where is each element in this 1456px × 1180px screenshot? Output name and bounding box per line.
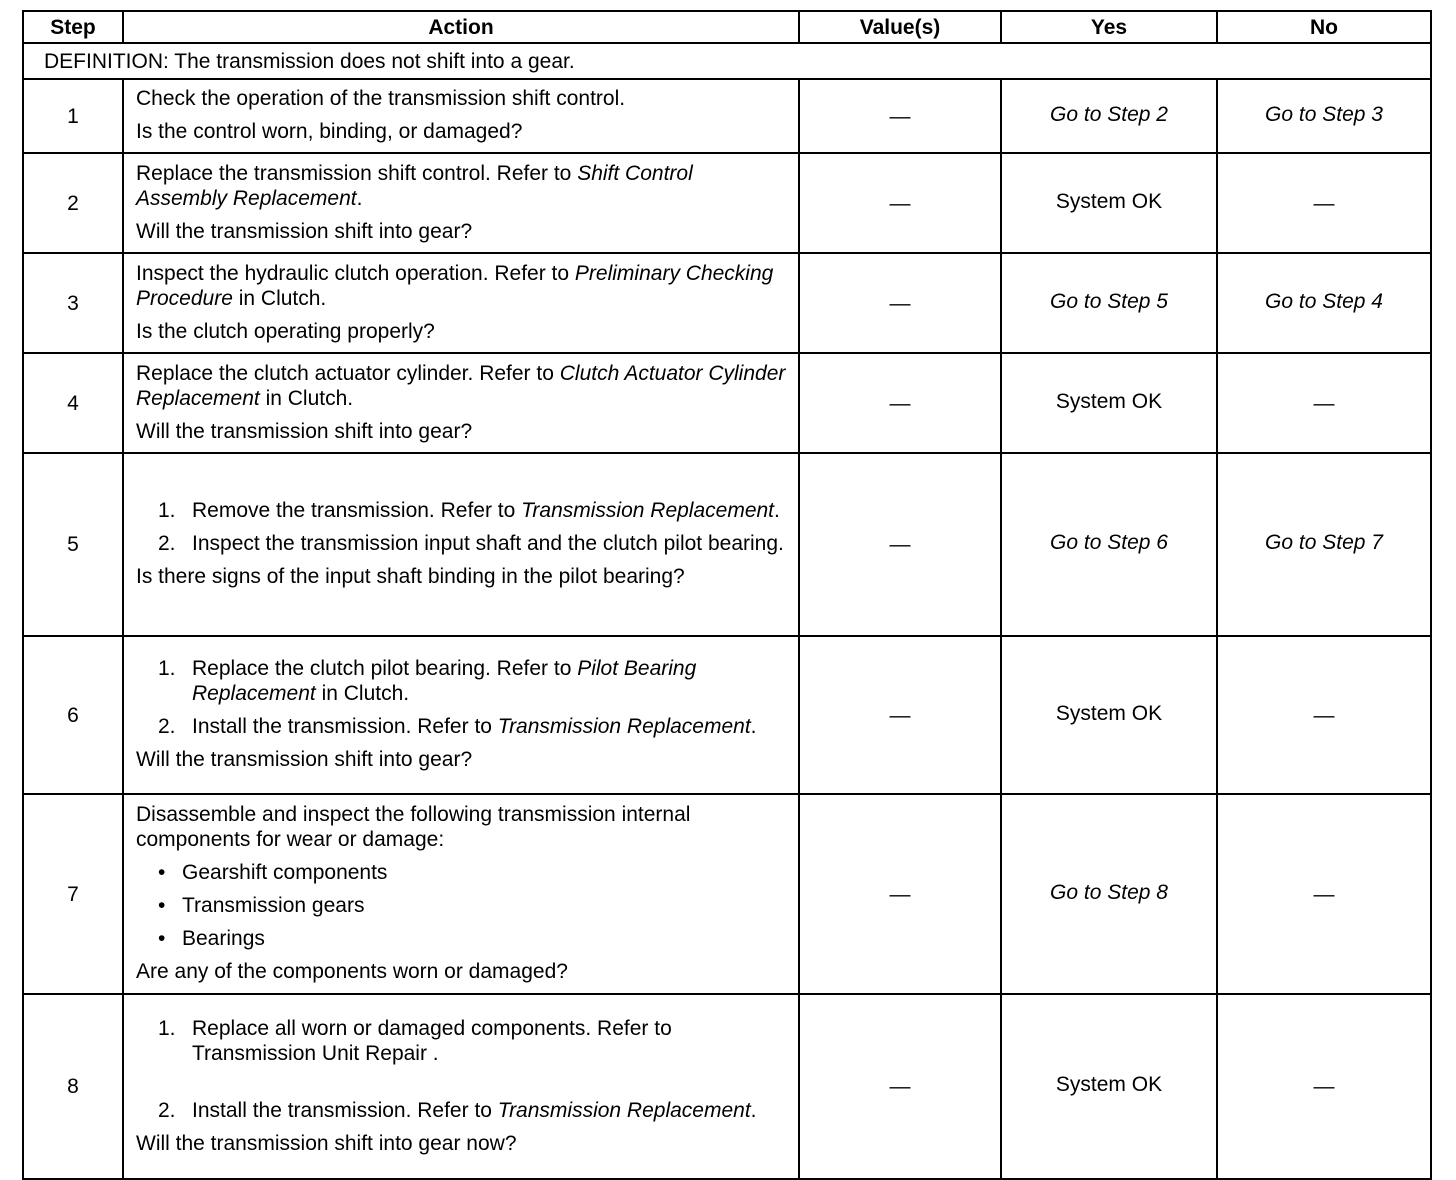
list-item: 1. Remove the transmission. Refer to Transmission Replacement. <box>158 499 780 522</box>
no-link[interactable]: Go to Step 3 <box>1265 102 1383 126</box>
step-yes <box>1001 253 1217 353</box>
numbered-list <box>136 656 786 739</box>
table-row <box>23 794 1431 994</box>
list-item: • Bearings <box>158 927 265 950</box>
procedure-link[interactable]: Preliminary Checking Procedure <box>136 261 774 310</box>
step-no <box>1217 79 1431 153</box>
action-question: Is there signs of the input shaft binding in the pilot bearing? <box>136 565 685 588</box>
step-no: — <box>1217 994 1431 1179</box>
header-values: Value(s) <box>799 11 1001 43</box>
diagnostic-table <box>22 10 1432 1180</box>
step-yes: System OK <box>1001 353 1217 453</box>
step-yes: System OK <box>1001 994 1217 1179</box>
step-number: 6 <box>23 636 123 794</box>
step-action <box>123 636 799 794</box>
step-number: 2 <box>23 153 123 253</box>
step-yes: System OK <box>1001 636 1217 794</box>
table-row <box>23 153 1431 253</box>
step-yes <box>1001 79 1217 153</box>
step-no: — <box>1217 636 1431 794</box>
yes-link[interactable]: Go to Step 5 <box>1050 289 1168 313</box>
step-value: — <box>799 994 1001 1179</box>
step-action <box>123 453 799 636</box>
step-value: — <box>799 79 1001 153</box>
step-no: — <box>1217 794 1431 994</box>
step-value: — <box>799 453 1001 636</box>
list-item: 1. Replace the clutch pilot bearing. Refer to Pilot Bearing Replacement in Clutch. <box>158 657 697 705</box>
action-text: Check the operation of the transmission shift control. <box>136 87 626 110</box>
header-step: Step <box>23 11 123 43</box>
table-row <box>23 353 1431 453</box>
step-value: — <box>799 353 1001 453</box>
header-no: No <box>1217 11 1431 43</box>
step-number: 3 <box>23 253 123 353</box>
step-number: 8 <box>23 994 123 1179</box>
procedure-link[interactable]: Clutch Actuator Cylinder Replacement <box>136 361 786 410</box>
definition-text: DEFINITION: The transmission does not shift into a gear. <box>23 43 1431 79</box>
action-question: Is the clutch operating properly? <box>136 319 435 343</box>
action-question: Will the transmission shift into gear? <box>136 748 473 771</box>
list-item: 2. Install the transmission. Refer to Transmission Replacement. <box>158 715 757 738</box>
table-row <box>23 636 1431 794</box>
step-value: — <box>799 253 1001 353</box>
header-yes: Yes <box>1001 11 1217 43</box>
step-no: — <box>1217 153 1431 253</box>
step-action <box>123 79 799 153</box>
table-row <box>23 994 1431 1179</box>
list-item: 2. Install the transmission. Refer to Transmission Replacement. <box>158 1098 757 1122</box>
step-value: — <box>799 636 1001 794</box>
table-row <box>23 453 1431 636</box>
step-action <box>123 353 799 453</box>
table-row <box>23 79 1431 153</box>
step-no: — <box>1217 353 1431 453</box>
step-yes: System OK <box>1001 153 1217 253</box>
action-question: Will the transmission shift into gear? <box>136 419 473 443</box>
action-question: Are any of the components worn or damaged? <box>136 960 568 983</box>
numbered-list <box>136 1016 786 1123</box>
step-number: 4 <box>23 353 123 453</box>
bullet-list <box>136 860 786 951</box>
action-question: Will the transmission shift into gear? <box>136 219 473 243</box>
procedure-link[interactable]: Transmission Replacement <box>497 715 751 738</box>
action-text: Disassemble and inspect the following transmission internal components for wear or damage: <box>136 803 691 851</box>
action-question: Will the transmission shift into gear now? <box>136 1131 517 1155</box>
action-text: Inspect the hydraulic clutch operation. Refer to Preliminary Checking Procedure in Clutch. <box>136 261 774 310</box>
yes-link[interactable]: Go to Step 6 <box>1050 531 1168 554</box>
step-no <box>1217 453 1431 636</box>
step-action <box>123 794 799 994</box>
step-action <box>123 253 799 353</box>
procedure-link[interactable]: Transmission Replacement <box>521 499 775 522</box>
table-row <box>23 253 1431 353</box>
no-link[interactable]: Go to Step 7 <box>1265 531 1383 554</box>
step-yes <box>1001 794 1217 994</box>
definition-row <box>23 43 1431 79</box>
step-number: 1 <box>23 79 123 153</box>
yes-link[interactable]: Go to Step 8 <box>1050 880 1168 904</box>
step-action <box>123 153 799 253</box>
step-number: 7 <box>23 794 123 994</box>
numbered-list <box>136 498 786 556</box>
action-text: Replace the clutch actuator cylinder. Refer to Clutch Actuator Cylinder Replacement in Clutch. <box>136 361 786 410</box>
list-item: • Transmission gears <box>158 894 365 917</box>
step-action <box>123 994 799 1179</box>
procedure-link[interactable]: Shift Control Assembly Replacement <box>136 161 693 210</box>
yes-link[interactable]: Go to Step 2 <box>1050 102 1168 126</box>
no-link[interactable]: Go to Step 4 <box>1265 289 1383 313</box>
procedure-link[interactable]: Pilot Bearing Replacement <box>192 657 697 705</box>
step-value: — <box>799 153 1001 253</box>
action-text: Replace the transmission shift control. Refer to Shift Control Assembly Replacement. <box>136 161 693 210</box>
header-action: Action <box>123 11 799 43</box>
step-number: 5 <box>23 453 123 636</box>
header-row <box>23 11 1431 43</box>
step-yes <box>1001 453 1217 636</box>
step-no <box>1217 253 1431 353</box>
list-item: 2. Inspect the transmission input shaft and the clutch pilot bearing. <box>158 532 784 555</box>
list-item: 1. Replace all worn or damaged components. Refer to Transmission Unit Repair . <box>158 1016 672 1065</box>
step-value: — <box>799 794 1001 994</box>
action-question: Is the control worn, binding, or damaged? <box>136 120 523 143</box>
procedure-link[interactable]: Transmission Replacement <box>497 1098 751 1122</box>
list-item: • Gearshift components <box>158 861 388 884</box>
